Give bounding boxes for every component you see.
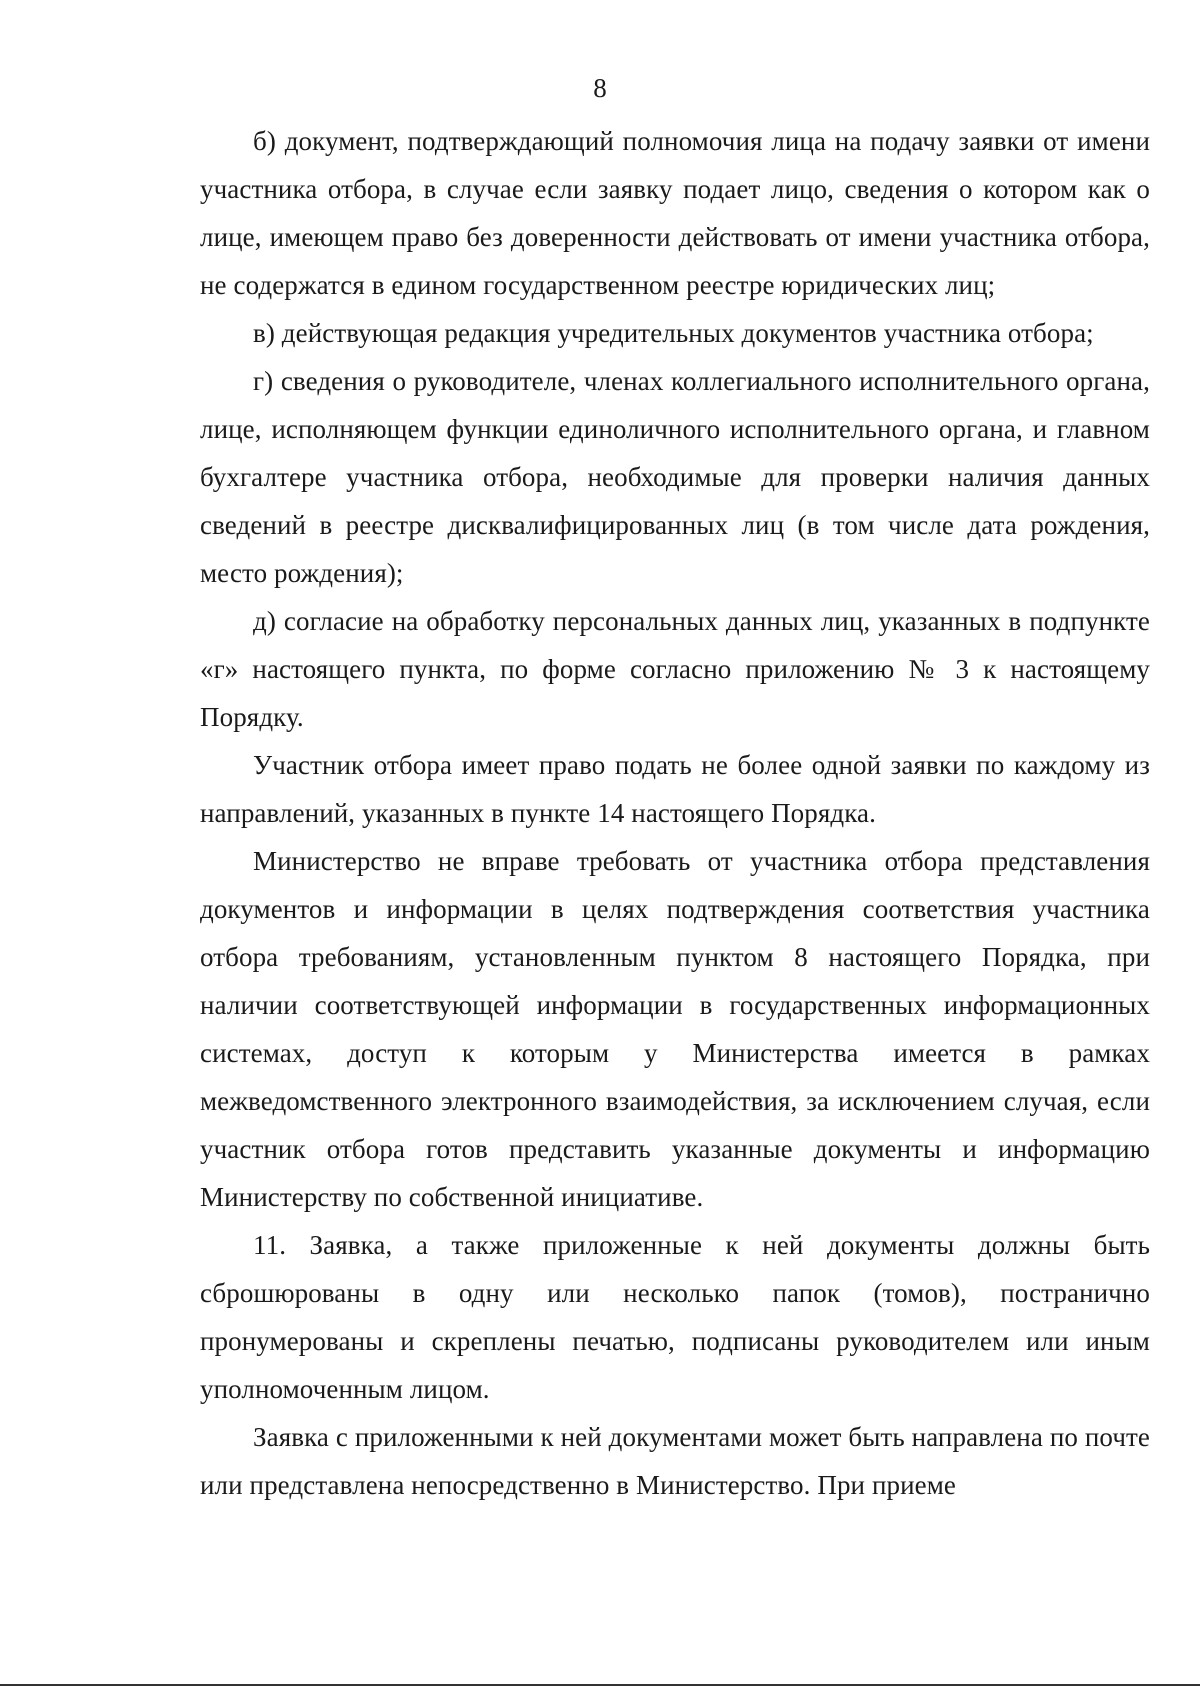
- document-body: [200, 117, 1150, 1509]
- paragraph-submission: Заявка с приложенными к ней документами может быть направлена по почте или представлена непосредственно в Министерство. При приеме: [200, 1422, 1150, 1500]
- bottom-rule: [0, 1684, 1200, 1686]
- paragraph-subitem-d: д) согласие на обработку персональных данных лиц, указанных в подпункте «г» настоящего пункта, по форме согласно приложению № 3 к настоящему Порядку.: [200, 606, 1150, 732]
- paragraph-subitem-v: в) действующая редакция учредительных документов участника отбора;: [253, 318, 1094, 348]
- paragraph-ministry-restriction: Министерство не вправе требовать от участника отбора представления документов и информации в целях подтверждения соответствия участника отбора требованиям, установленным пунктом 8 настоящего Порядка, при наличии соответствующей информации в государственных информационных системах, доступ к которым у Министерства имеется в рамках межведомственного электронного взаимодействия, за исключением случая, если участник отбора готов представить указанные документы и информацию Министерству по собственной инициативе.: [200, 846, 1150, 1212]
- paragraph-subitem-b: б) документ, подтверждающий полномочия лица на подачу заявки от имени участника отбора, в случае если заявку подает лицо, сведения о котором как о лице, имеющем право без доверенности действовать от имени участника отбора, не содержатся в едином государственном реестре юридических лиц;: [200, 126, 1150, 300]
- page-number: 8: [593, 73, 607, 103]
- paragraph-subitem-g: г) сведения о руководителе, членах коллегиального исполнительного органа, лице, исполняющем функции единоличного исполнительного органа, и главном бухгалтере участника отбора, необходимые для проверки наличия данных сведений в реестре дисквалифицированных лиц (в том числе дата рождения, место рождения);: [200, 366, 1150, 588]
- paragraph-participant-right: Участник отбора имеет право подать не более одной заявки по каждому из направлений, указанных в пункте 14 настоящего Порядка.: [200, 750, 1150, 828]
- paragraph-item-11: 11. Заявка, а также приложенные к ней документы должны быть сброшюрованы в одну или несколько папок (томов), постранично пронумерованы и скреплены печатью, подписаны руководителем или иным уполномоченным лицом.: [200, 1230, 1150, 1404]
